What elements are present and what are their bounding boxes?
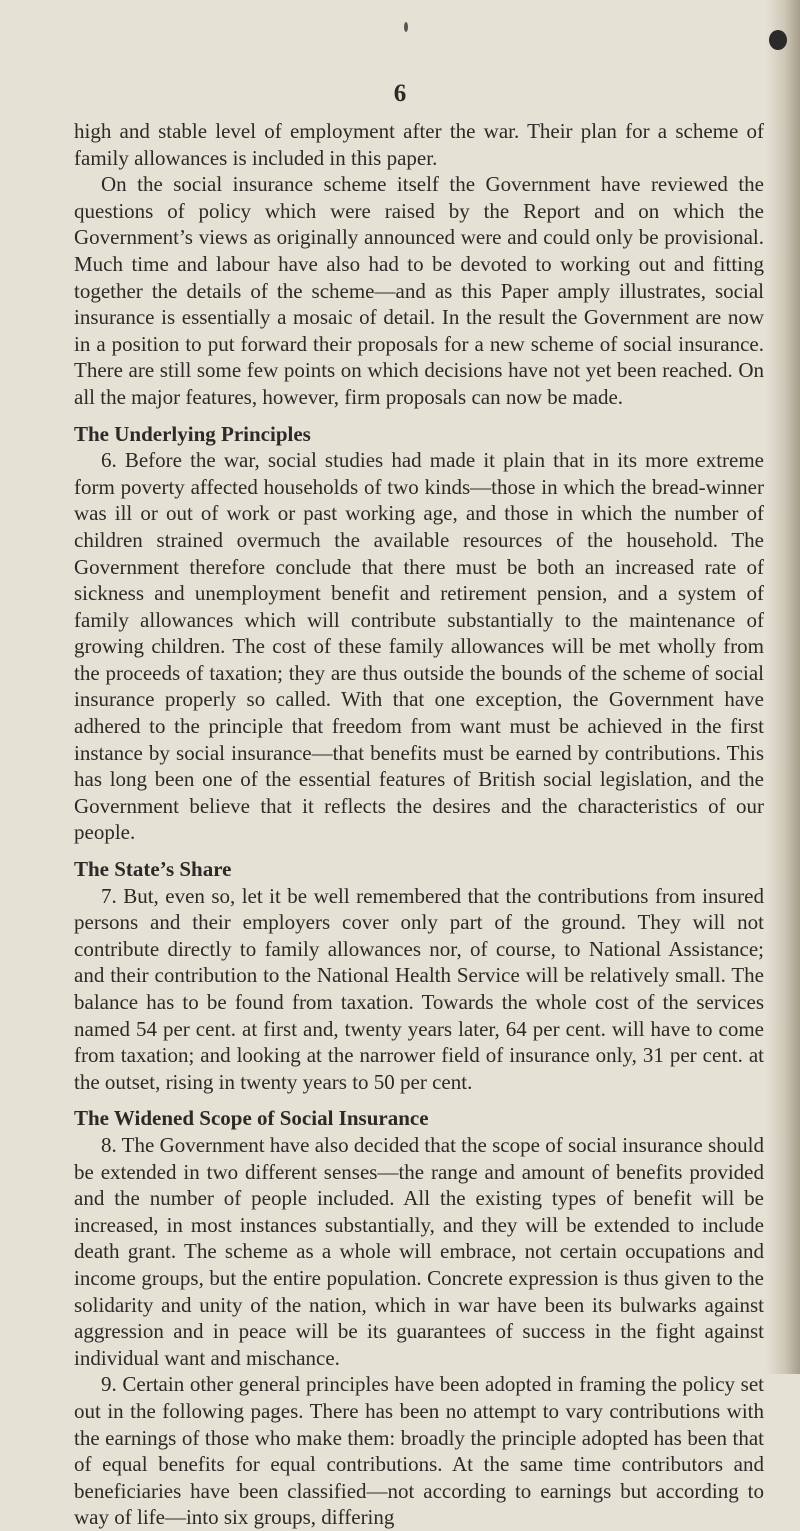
ink-speck	[769, 30, 787, 50]
heading-states-share: The State’s Share	[74, 857, 232, 882]
paragraph-6: 6. Before the war, social studies had made it plain that in its more extreme form poverty affected households of two kinds—those in which the bread-winner was ill or out of work or past working age, and those in which the number of children strained overmuch the available resources of the household. The Government therefore conclude that there must be both an increased rate of sickness and unemployment benefit and retirement pension, and a system of family allowances which will contribute substantially to the maintenance of growing children. The cost of these family allowances will be met wholly from the proceeds of taxation; they are thus outside the bounds of the scheme of social insurance properly so called. With that one exception, the Government have adhered to the principle that freedom from want must be achieved in the first instance by social insurance—that benefits must be earned by contributions. This has long been one of the essential features of British social legislation, and the Government believe that it reflects the desires and the characteristics of our people.	[74, 448, 764, 845]
paragraph-9: 9. Certain other general principles have been adopted in framing the policy set out in the following pages. There has been no attempt to vary contributions with the earnings of those who make them: broadly the principle adopted has been that of equal benefits for equal contributions. At the same time contributors and beneficiaries have been classified—not according to earnings but according to way of life—into six groups, differing	[74, 1372, 764, 1530]
document-body	[74, 118, 764, 1531]
ink-speck	[404, 22, 408, 32]
paragraph-7: 7. But, even so, let it be well remembered that the contributions from insured persons and their employers cover only part of the ground. They will not contribute directly to family allowances nor, of course, to National Assistance; and their contribution to the National Health Service will be relatively small. The balance has to be found from taxation. Towards the whole cost of the services named 54 per cent. at first and, twenty years later, 64 per cent. will have to come from taxation; and looking at the narrower field of insurance only, 31 per cent. at the outset, rising in twenty years to 50 per cent.	[74, 883, 764, 1094]
heading-underlying-principles: The Underlying Principles	[74, 421, 311, 446]
paragraph-8: 8. The Government have also decided that the scope of social insurance should be extended in two different senses—the range and amount of benefits provided and the number of people included. All the existing types of benefit will be increased, in most instances substantially, and they will be extended to include death grant. The scheme as a whole will embrace, not certain occupations and income groups, but the entire population. Concrete expression is thus given to the solidarity and unity of the nation, which in war have been its bulwarks against aggression and in peace will be its guarantees of success in the fight against individual want and mischance.	[74, 1132, 764, 1370]
page-edge-shadow	[766, 0, 800, 1374]
paragraph-intro-2: On the social insurance scheme itself the Government have reviewed the questions of policy which were raised by the Report and on which the Government’s views as originally announced were and could only be provisional. Much time and labour have also had to be devoted to working out and fitting together the details of the scheme—and as this Paper amply illustrates, social insurance is essentially a mosaic of detail. In the result the Government are now in a position to put forward their proposals for a new scheme of social insurance. There are still some few points on which decisions have not yet been reached. On all the major features, however, firm proposals can now be made.	[74, 172, 764, 409]
paragraph-intro-continued: high and stable level of employment after the war. Their plan for a scheme of family allowances is included in this paper.	[74, 119, 764, 170]
heading-widened-scope: The Widened Scope of Social Insurance	[74, 1106, 429, 1131]
page-number: 6	[393, 80, 407, 107]
